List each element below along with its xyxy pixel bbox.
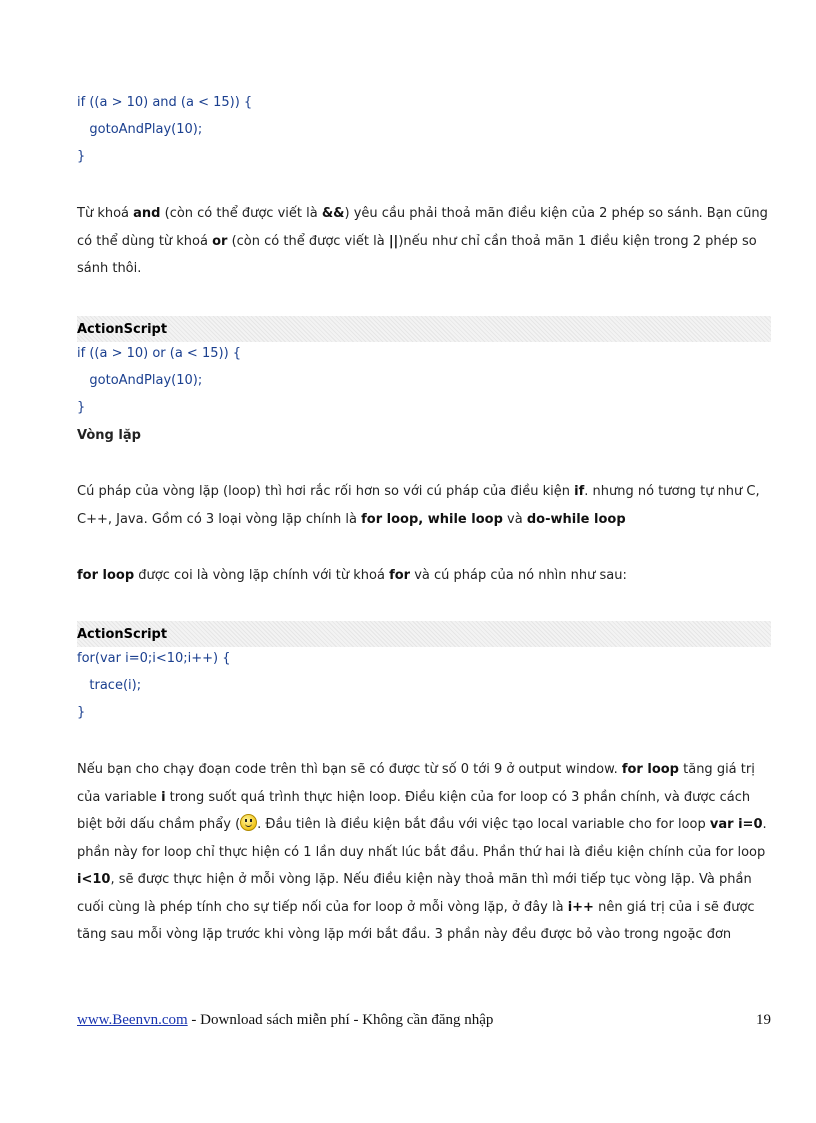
code-header: ActionScript	[77, 621, 771, 647]
bold-text: var i=0	[709, 817, 763, 832]
paragraph	[77, 562, 771, 590]
text: nên giá trị của i sẽ được tăng sau mỗi vòng lặp trước khi vòng lặp mới bắt đầu. 3 phần này đều được bỏ vào trong ngoặc đơn	[77, 899, 755, 942]
code-line: trace(i);	[77, 678, 142, 693]
bold-text: do-while loop	[526, 511, 626, 527]
bold-text: &&	[321, 206, 345, 221]
bold-text: i++	[567, 899, 594, 915]
code-header: ActionScript	[77, 316, 771, 342]
text: . phần này for loop chỉ thực hiện có 1 lần duy nhất lúc bắt đầu. Phần thứ hai là điều kiện chính của for loop	[77, 817, 767, 860]
code-line: if ((a > 10) or (a < 15)) {	[77, 346, 242, 361]
paragraph	[77, 200, 771, 283]
text: (còn có thể được viết là	[227, 233, 389, 249]
bold-text: i	[161, 789, 166, 805]
text: )nếu như chỉ cần thoả mãn 1 điều kiện trong 2 phép so sánh thôi.	[77, 233, 757, 276]
code-line: gotoAndPlay(10);	[77, 373, 203, 388]
page-number: 19	[756, 1012, 771, 1028]
bold-text: for loop	[621, 762, 679, 777]
text: Từ khoá	[77, 206, 134, 221]
bold-text: and	[133, 206, 161, 221]
code-line: }	[77, 705, 86, 720]
paragraph	[77, 478, 771, 533]
text: ) yêu cầu phải thoả mãn điều kiện của 2 phép so sánh. Bạn cũng có thể dùng từ khoá	[77, 206, 768, 249]
code-line: if ((a > 10) and (a < 15)) {	[77, 95, 253, 110]
text: trong suốt quá trình thực hiện loop. Điều kiện của for loop có 3 phần chính, và được cách biệt bởi dấu chầm phẩy (	[77, 789, 751, 832]
bold-text: ||	[388, 233, 399, 249]
text: (còn có thể được viết là	[160, 206, 322, 221]
code-line: gotoAndPlay(10);	[77, 122, 203, 137]
bold-text: for loop	[77, 568, 135, 583]
bold-text: for	[389, 568, 411, 583]
footer-text: - Download sách miễn phí - Không cần đăng nhập	[187, 1012, 494, 1028]
section-heading: Vòng lặp	[77, 428, 141, 443]
code-line: }	[77, 400, 86, 415]
bold-text: for loop, while loop	[361, 511, 503, 527]
footer-link[interactable]: www.Beenvn.com	[77, 1012, 188, 1028]
text: được coi là vòng lặp chính với từ khoá	[134, 568, 390, 583]
code-line: for(var i=0;i<10;i++) {	[77, 651, 231, 666]
text: Nếu bạn cho chạy đoạn code trên thì bạn sẽ có được từ số 0 tới 9 ở output window.	[77, 762, 622, 777]
paragraph	[77, 756, 771, 949]
text: và cú pháp của nó nhìn như sau:	[410, 568, 627, 583]
text: . nhưng nó tương tự như C, C++, Java. Gồm có 3 loại vòng lặp chính là	[77, 484, 760, 527]
text: Cú pháp của vòng lặp (loop) thì hơi rắc rối hơn so với cú pháp của điều kiện	[77, 484, 575, 499]
code-line: }	[77, 149, 86, 164]
page-footer	[77, 1010, 771, 1030]
text: . Đầu tiên là điều kiện bắt đầu với việc tạo local variable cho for loop	[257, 817, 710, 832]
smiley-icon	[240, 814, 257, 831]
text: và	[502, 511, 527, 527]
bold-text: i<10	[77, 872, 111, 887]
bold-text: if	[574, 484, 585, 499]
text: tăng giá trị của variable	[77, 762, 755, 805]
text: , sẽ được thực hiện ở mỗi vòng lặp. Nếu điều kiện này thoả mãn thì mới tiếp tục vòng lặp. Và phần cuối cùng là phép tính cho sự tiếp nối của for loop ở mỗi vòng lặp, ở đây là	[77, 872, 752, 915]
bold-text: or	[212, 233, 228, 249]
